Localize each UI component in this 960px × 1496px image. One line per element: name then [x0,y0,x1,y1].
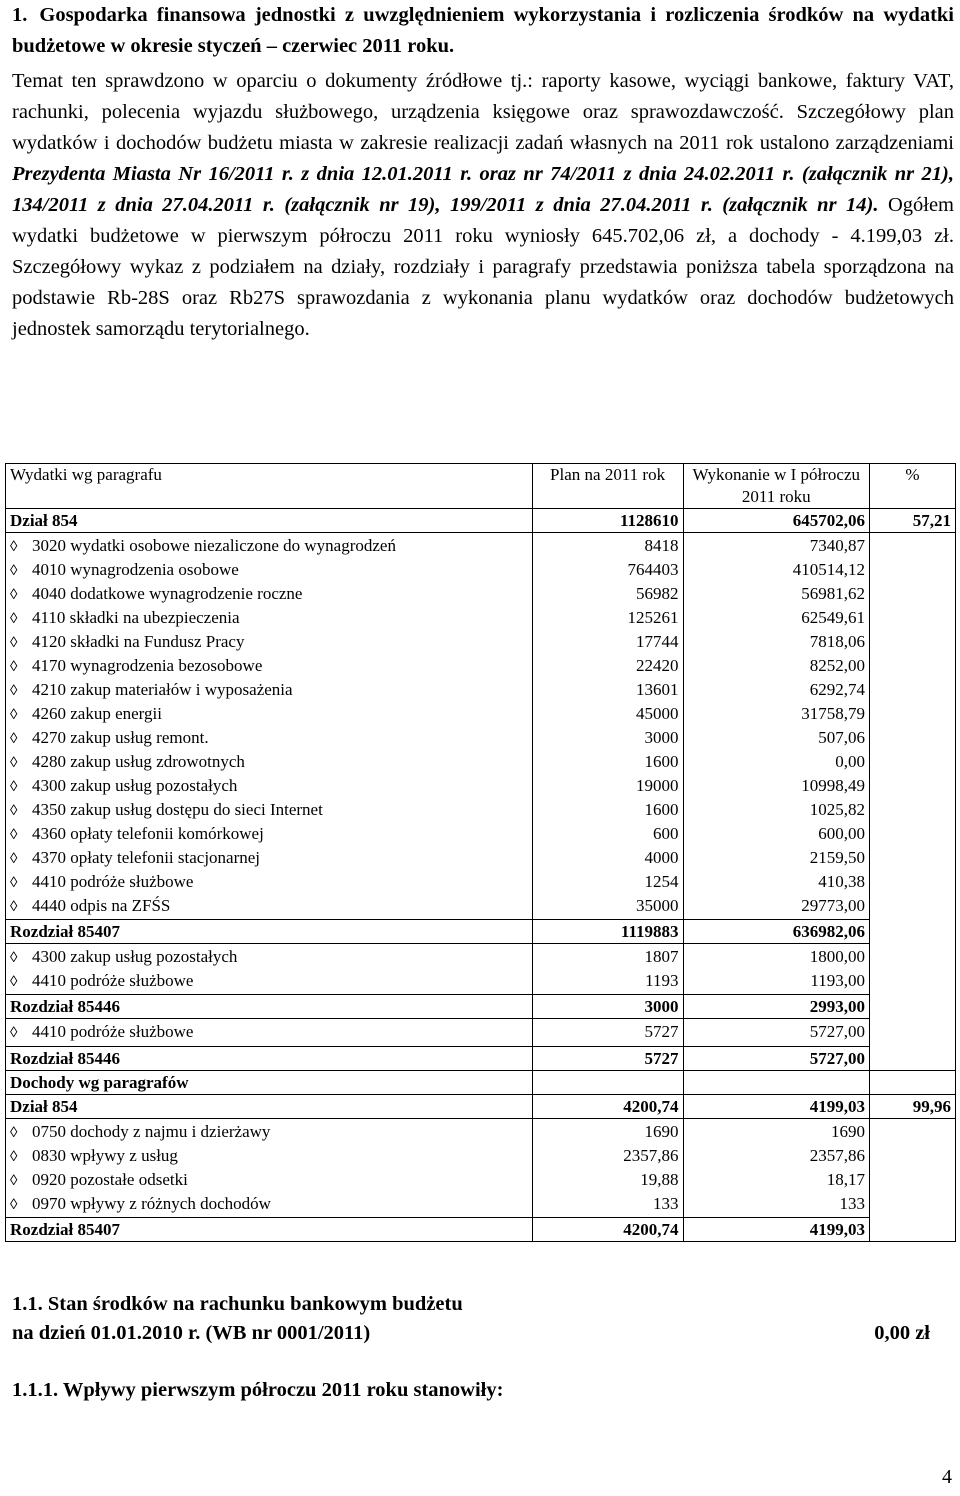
diamond-bullet-icon: ◊ [10,707,18,723]
section-heading [12,0,954,62]
list-item [10,1144,528,1168]
item-plan: 17744 [636,632,679,651]
item-plan: 13601 [636,680,679,699]
income-header: Dochody wg paragrafów [6,1071,533,1095]
table-row [6,1047,956,1071]
diamond-bullet-icon: ◊ [10,539,18,555]
diamond-bullet-icon: ◊ [10,587,18,603]
list-item [10,1168,528,1192]
list-item [10,750,528,774]
row-label: Dział 854 [6,1095,533,1119]
row-label: Rozdział 85446 [6,995,533,1019]
paragraph-text-2: Ogółem wydatki budżetowe w pierwszym półroczu 2011 roku wyniosły 645.702,06 zł, a dochody - 4.199,03 zł. Szczegółowy wykaz z podziałem na działy, rozdziały i paragrafy przedstawia poniższa tabela sporządzona na podstawie Rb-28S oraz Rb27S sprawozdania z wykonania planu wydatków oraz dochodów budżetowych jednostek samorządu terytorialnego. [12,194,954,340]
item-plan: 1690 [644,1122,679,1141]
empty-cell [869,1071,955,1095]
items-plans [532,533,683,920]
item-execution: 1690 [830,1122,865,1141]
row-percent: 99,96 [869,1095,955,1119]
item-plan: 5727 [532,1019,683,1047]
row-plan: 1119883 [532,920,683,944]
paragraph-decree-refs: Prezydenta Miasta Nr 16/2011 r. z dnia 12.01.2011 r. oraz nr 74/2011 z dnia 24.02.2011 r. (załącznik nr 21), 134/2011 z dnia 27.04.2011 r. (załącznik nr 19), 199/2011 z dnia 27.04.2011 r. (załącznik nr 14). [12,163,954,216]
diamond-bullet-icon: ◊ [10,875,18,891]
item-plan: 3000 [644,728,679,747]
item-plan: 764403 [627,560,679,579]
list-item [10,870,528,894]
item-plan: 19000 [636,776,679,795]
item-label: 0830 wpływy z usług [32,1146,178,1165]
item-plan: 1807 [644,947,679,966]
item-label: 4040 dodatkowe wynagrodzenie roczne [32,584,303,603]
empty-cell [683,1071,869,1095]
item-label: 0750 dochody z najmu i dzierżawy [32,1122,271,1141]
diamond-bullet-icon: ◊ [10,1125,18,1141]
diamond-bullet-icon: ◊ [10,683,18,699]
items-labels [6,533,533,920]
section-title: Gospodarka finansowa jednostki z uwzględnieniem wykorzystania i rozliczenia środków na wydatki budżetowe w okresie styczeń – czerwiec 2011 roku. [12,4,954,57]
item-label: 4300 zakup usług pozostałych [32,947,238,966]
item-execution: 410514,12 [792,560,865,579]
list-item [10,1120,528,1144]
diamond-bullet-icon: ◊ [10,1149,18,1165]
items-executions [683,1119,869,1218]
items-labels [6,1119,533,1218]
table-row [6,1218,956,1242]
page-number: 4 [942,1466,952,1488]
table-row [6,509,956,533]
item-execution: 29773,00 [801,896,865,915]
list-item [10,945,528,969]
list-item [10,534,528,558]
row-plan: 3000 [532,995,683,1019]
diamond-bullet-icon: ◊ [10,1197,18,1213]
header-percent: % [869,464,955,509]
header-plan: Plan na 2011 rok [532,464,683,509]
row-execution: 4199,03 [683,1218,869,1242]
diamond-bullet-icon: ◊ [10,779,18,795]
items-plans [532,944,683,995]
empty-cell [869,920,955,944]
item-plan: 56982 [636,584,679,603]
row-plan: 4200,74 [532,1218,683,1242]
list-item [10,630,528,654]
list-item [10,654,528,678]
list-item [10,846,528,870]
diamond-bullet-icon: ◊ [10,950,18,966]
row-execution: 2993,00 [683,995,869,1019]
row-plan: 1128610 [532,509,683,533]
diamond-bullet-icon: ◊ [10,659,18,675]
row-execution: 4199,03 [683,1095,869,1119]
diamond-bullet-icon: ◊ [10,899,18,915]
item-plan: 125261 [627,608,679,627]
item-plan: 2357,86 [623,1146,679,1165]
list-item [10,582,528,606]
row-execution: 636982,06 [683,920,869,944]
item-execution: 7818,06 [809,632,865,651]
empty-cell [869,533,955,920]
empty-cell [869,995,955,1019]
empty-cell [532,1071,683,1095]
empty-cell [869,1119,955,1218]
table-row [6,1119,956,1218]
item-execution: 2357,86 [809,1146,865,1165]
table-row [6,533,956,920]
item-label: 4260 zakup energii [32,704,162,723]
item-execution: 31758,79 [801,704,865,723]
table-header-row [6,464,956,509]
item-label: 4010 wynagrodzenia osobowe [32,560,239,579]
item-label [6,1019,533,1047]
diamond-bullet-icon: ◊ [10,827,18,843]
diamond-bullet-icon: ◊ [10,755,18,771]
item-plan: 8418 [644,536,679,555]
list-item [10,969,528,993]
item-label: 4210 zakup materiałów i wyposażenia [32,680,293,699]
item-execution: 410,38 [818,872,865,891]
item-execution: 600,00 [818,824,865,843]
table-row [6,1019,956,1047]
list-item [10,558,528,582]
item-execution: 133 [839,1194,865,1213]
item-plan: 1193 [645,971,679,990]
section-1-1 [12,1290,942,1348]
item-execution: 1193,00 [810,971,865,990]
item-execution: 6292,74 [809,680,865,699]
item-label: 3020 wydatki osobowe niezaliczone do wynagrodzeń [32,536,396,555]
item-plan: 1254 [644,872,679,891]
item-plan: 19,88 [640,1170,679,1189]
table-row [6,920,956,944]
item-label: 4360 opłaty telefonii komórkowej [32,824,264,843]
item-execution: 18,17 [826,1170,865,1189]
item-plan: 600 [653,824,679,843]
item-execution: 1800,00 [809,947,865,966]
row-plan: 5727 [532,1047,683,1071]
diamond-bullet-icon: ◊ [10,974,18,990]
empty-cell [869,1218,955,1242]
item-execution: 10998,49 [801,776,865,795]
item-plan: 1600 [644,800,679,819]
row-percent: 57,21 [869,509,955,533]
row-label: Rozdział 85407 [6,920,533,944]
row-execution: 5727,00 [683,1047,869,1071]
list-item [10,678,528,702]
item-label: 4300 zakup usług pozostałych [32,776,238,795]
item-label: 4120 składki na Fundusz Pracy [32,632,245,651]
item-execution: 0,00 [835,752,865,771]
section-1-1-1: 1.1.1. Wpływy pierwszym półroczu 2011 roku stanowiły: [12,1379,504,1401]
row-label: Rozdział 85407 [6,1218,533,1242]
item-label: 0920 pozostałe odsetki [32,1170,188,1189]
item-execution: 507,06 [818,728,865,747]
item-execution: 2159,50 [809,848,865,867]
list-item [10,726,528,750]
budget-table [5,463,956,1242]
row-label: Rozdział 85446 [6,1047,533,1071]
item-label: 4410 podróże służbowe [32,971,194,990]
list-item [10,606,528,630]
item-label: 4410 podróże służbowe [32,872,194,891]
header-execution: Wykonanie w I półroczu 2011 roku [683,464,869,509]
empty-cell [869,944,955,995]
items-executions [683,944,869,995]
diamond-bullet-icon: ◊ [10,563,18,579]
section-number: 1. [12,4,28,26]
header-paragraph: Wydatki wg paragrafu [6,464,533,509]
item-execution: 62549,61 [801,608,865,627]
list-item [10,774,528,798]
table-row [6,944,956,995]
item-label: 4110 składki na ubezpieczenia [32,608,240,627]
item-label: 4280 zakup usług zdrowotnych [32,752,245,771]
item-plan: 35000 [636,896,679,915]
item-plan: 1600 [644,752,679,771]
item-execution: 5727,00 [683,1019,869,1047]
section-1-1-title: 1.1. Stan środków na rachunku bankowym budżetu [12,1293,463,1315]
table-row [6,995,956,1019]
row-plan: 4200,74 [532,1095,683,1119]
item-label-text: 4410 podróże służbowe [32,1022,194,1041]
item-plan: 133 [653,1194,679,1213]
list-item [10,702,528,726]
table-row [6,1071,956,1095]
section-1-1-date: na dzień 01.01.2010 r. (WB nr 0001/2011) [12,1322,371,1344]
item-label: 4350 zakup usług dostępu do sieci Internet [32,800,323,819]
row-label: Dział 854 [6,509,533,533]
item-execution: 1025,82 [809,800,865,819]
item-execution: 56981,62 [801,584,865,603]
list-item [10,1192,528,1216]
table-row [6,1095,956,1119]
diamond-bullet-icon: ◊ [10,851,18,867]
items-executions [683,533,869,920]
diamond-bullet-icon: ◊ [10,1025,18,1041]
diamond-bullet-icon: ◊ [10,731,18,747]
item-label: 4270 zakup usług remont. [32,728,209,747]
section-1-1-amount: 0,00 zł [874,1322,930,1344]
item-execution: 7340,87 [809,536,865,555]
body-paragraph [12,66,954,348]
item-label: 4440 odpis na ZFŚS [32,896,171,915]
item-label: 4170 wynagrodzenia bezosobowe [32,656,263,675]
empty-cell [869,1047,955,1071]
item-label: 4370 opłaty telefonii stacjonarnej [32,848,261,867]
items-labels [6,944,533,995]
list-item [10,894,528,918]
diamond-bullet-icon: ◊ [10,803,18,819]
item-plan: 22420 [636,656,679,675]
diamond-bullet-icon: ◊ [10,635,18,651]
item-execution: 8252,00 [809,656,865,675]
diamond-bullet-icon: ◊ [10,1173,18,1189]
list-item [10,798,528,822]
paragraph-text-1: Temat ten sprawdzono w oparciu o dokumenty źródłowe tj.: raporty kasowe, wyciągi bankowe, faktury VAT, rachunki, polecenia wyjazdu służbowego, urządzenia księgowe oraz sprawozdawczość. Szczegółowy plan wydatków i dochodów budżetu miasta w zakresie realizacji zadań własnych na 2011 rok ustalono zarządzeniami [12,70,954,154]
list-item [10,822,528,846]
row-execution: 645702,06 [683,509,869,533]
empty-cell [869,1019,955,1047]
item-plan: 45000 [636,704,679,723]
items-plans [532,1119,683,1218]
diamond-bullet-icon: ◊ [10,611,18,627]
item-plan: 4000 [644,848,679,867]
item-label: 0970 wpływy z różnych dochodów [32,1194,271,1213]
